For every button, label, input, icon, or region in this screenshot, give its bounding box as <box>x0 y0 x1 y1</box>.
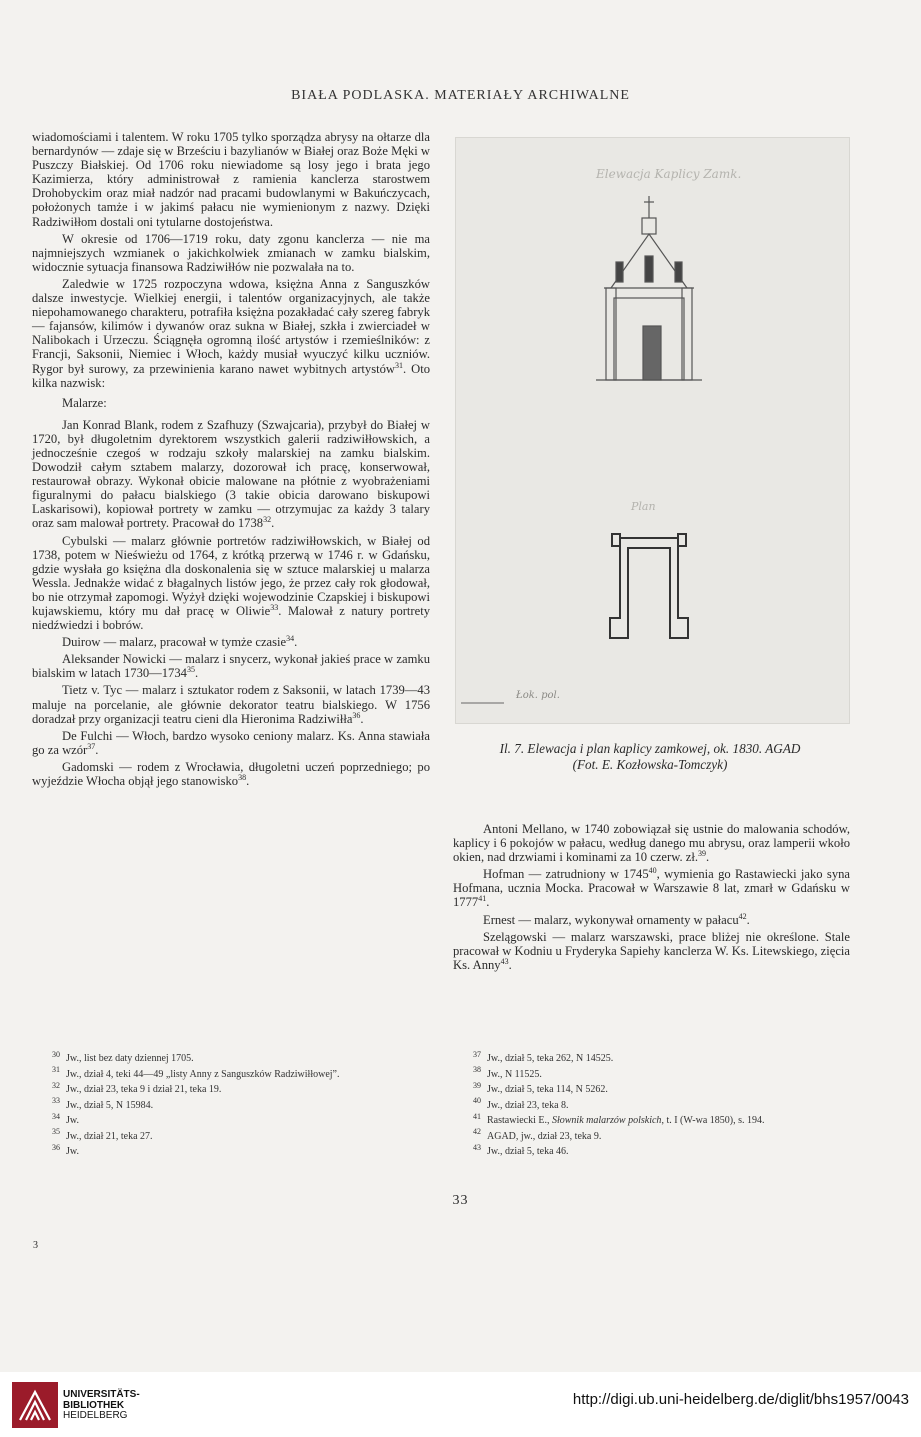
footnote-text: Jw., dział 4, teki 44—49 „listy Anny z Sanguszków Radziwiłłowej”. <box>66 1068 340 1080</box>
paragraph <box>32 130 430 229</box>
window-center <box>645 256 653 282</box>
footnote <box>453 1144 850 1160</box>
paragraph-text: . <box>271 516 275 531</box>
footnote <box>453 1082 850 1098</box>
paragraph-text: Jan Konrad Blank, rodem z Szafhuzy (Szwajcaria), przybył do Białej w 1720, był długoletnim dyrektorem wszystkich galerii radziwiłłowskich, a jednocześnie czegoś w rodzaju szkoły malarskiej na zamku bialskim. Dowodził całym sztabem malarzy, dozorował ich pracę, konserwował, restaurował obrazy. Wykonał obicie malowane na płótnie z wyobrażeniami figuralnymi do pałacu bialskiego (3 takie obicia darowano biskupowi Laskarisowi), kopiował portrety w zamku — otrzymujac za każdy 3 talary oraz sam malował portrety. Pracował do 1738 <box>32 417 430 531</box>
footnote-ref[interactable]: 31 <box>395 360 404 370</box>
window-right <box>675 262 682 282</box>
footnote-number: 33 <box>52 1096 60 1106</box>
footnote-number: 35 <box>52 1127 60 1137</box>
section-heading: Malarze: <box>62 395 107 410</box>
footnote-number: 36 <box>52 1142 60 1152</box>
footnote-ref[interactable]: 43 <box>500 956 509 966</box>
footnote <box>32 1067 430 1083</box>
library-name-line: UNIVERSITÄTS- <box>63 1389 140 1400</box>
footnote-number: 43 <box>473 1142 481 1152</box>
paragraph-text: . <box>95 742 99 757</box>
paragraph-text: Zaledwie w 1725 rozpoczyna wdowa, księżna Anna z Sanguszków dalsze inwestycje. Wielkiej energii, i talentów organizacyjnych, ale także niepohamowanego charakteru, potrafiła księżna pozakładać cały szereg fabryk — fajansów, kilimów i dywanów oraz sukna w Białej, szkła i zwierciadeł w Nalibokach i Urzeczu. Ściągnęła ogromną ilość artystów i rzemieślników: z Francji, Saksonii, Niemiec i Włoch, każdy musiał wyuczyć kilku uczniów. Rygor był surowy, za przewinienia karano nawet wybitnych artystów <box>32 276 430 376</box>
paragraph-text: . <box>508 957 512 972</box>
footnote <box>32 1113 430 1129</box>
footnote <box>32 1051 430 1067</box>
footnote-ref[interactable]: 32 <box>263 515 272 525</box>
footnote-ref[interactable]: 37 <box>87 741 96 751</box>
footnote-text: Jw., dział 5, teka 46. <box>487 1146 569 1157</box>
paragraph-text: wiadomościami i talentem. W roku 1705 tylko sporządza abrysy na ołtarze dla bernardynów — zdaje się w Brześciu i bazylianów w Białej oraz Boże Męki w Puszczy Białskiej. Od 1706 roku niewiadome są losy jego i brata jego Kazimierza, który administrował z ramienia kanclerza starostwem Drohobyckim oraz miał nadzór nad pracami budowlanymi w Bakuńczycach, położonych tamże i w jakimś pałacu nie wymienionym z nazwy. Dzięki Radziwiłłom dostali oni tytularne dostojeństwa. <box>32 130 430 229</box>
paragraph-text: W okresie od 1706—1719 roku, daty zgonu kanclerza — nie ma najmniejszych wzmianek o jakichkolwiek zmianach w zamku bialskim, widocznie sytuacja finansowa Radziwiłłów nie pozwalała na to. <box>32 231 430 274</box>
paragraph-text: Duirow — malarz, pracował w tymże czasie <box>62 635 287 650</box>
paragraph-text: Gadomski — rodem z Wrocławia, długoletni uczeń poprzedniego; po wyjeździe Włocha objął jego stanowisko <box>32 759 430 789</box>
paragraph <box>32 534 430 633</box>
chapel-door <box>643 326 661 380</box>
footnotes-left <box>32 1051 430 1160</box>
paragraph-text: Aleksander Nowicki — malarz i snycerz, wykonał jakieś prace w zamku bialskim w latach 1730—1734 <box>32 652 430 681</box>
left-text-column <box>32 130 430 791</box>
footnote <box>453 1067 850 1083</box>
footnote-number: 42 <box>473 1127 481 1137</box>
footnote-number: 40 <box>473 1096 481 1106</box>
footnote-text: Rastawiecki E., <box>487 1115 552 1126</box>
footnote-text: Jw. <box>66 1146 79 1157</box>
footnote <box>32 1098 430 1114</box>
heidelberg-library-logo-icon[interactable] <box>12 1382 58 1428</box>
paragraph-text: Tietz v. Tyc — malarz i sztukator rodem z Saksonii, w latach 1739—43 maluje na porcelanie, ale głównie dekorator teatru bialskiego. W 1756 doradzał przy organizacji teatru cieni dla Hieronima Radziwiłła <box>32 683 430 726</box>
footnote <box>453 1051 850 1067</box>
footnote-ref[interactable]: 38 <box>238 772 247 782</box>
paragraph-text: . <box>706 850 710 865</box>
paragraph <box>453 822 850 864</box>
footnote-ref[interactable]: 42 <box>738 911 747 921</box>
paragraph-text: Szelągowski — malarz warszawski, prace bliżej nie określone. Stale pracował w Kodniu u Fryderyka Sapiehy kanclerza W. Ks. Litewskiego, zięcia Ks. Anny <box>453 929 850 972</box>
paragraph-text: Ernest — malarz, wykonywał ornamenty w pałacu <box>483 912 739 927</box>
footnote-text: AGAD, jw., dział 23, teka 9. <box>487 1130 602 1142</box>
paragraph <box>453 867 850 909</box>
footnotes-right <box>453 1051 850 1160</box>
footnote-number: 37 <box>473 1049 481 1059</box>
right-text-column <box>453 822 850 975</box>
footnote-book-title: Słownik malarzów polskich <box>551 1115 662 1126</box>
footnote-number: 30 <box>52 1049 60 1059</box>
paragraph <box>32 418 430 531</box>
footnote-number: 32 <box>52 1080 60 1090</box>
footnote <box>32 1082 430 1098</box>
footnote-text: Jw., N 11525. <box>487 1068 542 1080</box>
scale-label: Łok. pol. <box>516 690 560 701</box>
footnote <box>453 1129 850 1145</box>
paragraph-text: . <box>194 666 199 681</box>
footnote-ref[interactable]: 41 <box>478 894 487 904</box>
footnote-text: Jw., dział 23, teka 9 i dział 21, teka 19. <box>66 1084 222 1095</box>
caption-line-2: (Fot. E. Kozłowska-Tomczyk) <box>572 757 728 772</box>
paragraph <box>32 232 430 274</box>
footnote-number: 34 <box>52 1111 60 1121</box>
paragraph-text: Cybulski — malarz głównie portretów radziwiłłowskich, w Białej od 1738, potem w Nieświeżu od 1764, z krótką przerwą w 1746 r. w Gdańsku, gdzie wysłała go księżna dla doskonalenia się w sztuce malarskiej u malarza Wessla. Jednakże widać z błagalnych listów jego, że przez cały rok głodował, bo nie otrzymał zapomogi. Wyżył dzięki wojewodzinie Czapskiej i biskupowi kujawskiemu, który mu dał pracę w Oliwie <box>32 533 430 618</box>
paragraph-text: . Oto kilka nazwisk: <box>32 361 431 390</box>
footnote-ref[interactable]: 36 <box>352 710 361 720</box>
footnote-ref[interactable]: 34 <box>286 634 295 643</box>
footnote-ref[interactable]: 35 <box>186 665 195 675</box>
paragraph-text: . <box>294 635 298 650</box>
library-name-line: BIBLIOTHEK <box>63 1399 125 1411</box>
footnote-number: 41 <box>473 1111 481 1121</box>
elevation-label: Elewacja Kaplicy Zamk. <box>596 167 742 181</box>
paragraph-text: Antoni Mellano, w 1740 zobowiązał się ustnie do malowania schodów, kaplicy i 6 pokojów w pałacu, według danego mu abrysu, oraz lamperii wkoło okien, nad drzwiami i kominami za 10 czerw. zł. <box>453 822 850 865</box>
footnote <box>453 1113 850 1129</box>
footnote-text: Jw., dział 5, N 15984. <box>66 1099 154 1111</box>
chapel-drawing-figure <box>455 137 850 724</box>
paragraph-text: . <box>746 912 750 927</box>
paragraph-text: . <box>486 895 490 910</box>
footnote-text: , t. I (W-wa 1850), s. 194. <box>661 1115 765 1126</box>
paragraph-text: , wymienia go Rastawiecki jako syna Hofmana, ucznia Mocka. Pracował w Warszawie 8 lat, zmarł w Gdańsku w 1777 <box>453 867 850 910</box>
library-name-line: HEIDELBERG <box>63 1410 128 1421</box>
source-url-link[interactable]: http://digi.ub.uni-heidelberg.de/diglit/bhs1957/0043 <box>572 1391 909 1408</box>
paragraph <box>32 760 430 788</box>
footnote-text: Jw., dział 5, teka 114, N 5262. <box>487 1084 608 1095</box>
paragraph-text: Hofman — zatrudniony w 1745 <box>483 867 649 882</box>
footnote-ref[interactable]: 39 <box>698 849 707 858</box>
footnote-text: Jw., dział 21, teka 27. <box>66 1130 153 1142</box>
signature-mark: 3 <box>33 1240 38 1251</box>
paragraph-text: . <box>360 711 364 726</box>
paragraph <box>32 683 430 725</box>
footnote-ref[interactable]: 40 <box>648 866 657 876</box>
drawing-paper <box>456 138 849 723</box>
library-name <box>63 1390 140 1422</box>
paragraph <box>453 913 850 927</box>
footnote <box>32 1129 430 1145</box>
window-left <box>616 262 623 282</box>
paragraph <box>32 729 430 757</box>
paragraph-text: . <box>246 774 250 789</box>
footnote-number: 38 <box>473 1065 481 1075</box>
footnote-text: Jw., list bez daty dziennej 1705. <box>66 1053 194 1064</box>
paragraph <box>32 652 430 680</box>
footnote-number: 31 <box>52 1065 60 1075</box>
footnote-text: Jw. <box>66 1115 79 1126</box>
paragraph <box>32 277 430 390</box>
footnote <box>453 1098 850 1114</box>
library-footer <box>0 1372 921 1437</box>
figure-caption <box>440 741 860 773</box>
page-number: 33 <box>452 1193 469 1208</box>
paragraph-text: . Malował z natury portrety niedźwiedzi i bobrów. <box>32 604 431 633</box>
footnote-text: Jw., dział 5, teka 262, N 14525. <box>487 1053 614 1064</box>
footnote-text: Jw., dział 23, teka 8. <box>487 1099 569 1111</box>
paragraph <box>32 635 430 649</box>
footnote-ref[interactable]: 33 <box>270 602 279 612</box>
paragraph <box>453 930 850 972</box>
caption-line-1: Il. 7. Elewacja i plan kaplicy zamkowej, ok. 1830. AGAD <box>499 741 801 756</box>
footnote <box>32 1144 430 1160</box>
plan-label: Plan <box>631 500 656 513</box>
paragraph-text: De Fulchi — Włoch, bardzo wysoko ceniony malarz. Ks. Anna stawiała go za wzór <box>32 728 430 757</box>
footnote-number: 39 <box>473 1080 481 1090</box>
chapel-elevation-plan-drawing <box>456 138 849 723</box>
running-head: BIAŁA PODLASKA. MATERIAŁY ARCHIWALNE <box>291 88 630 103</box>
